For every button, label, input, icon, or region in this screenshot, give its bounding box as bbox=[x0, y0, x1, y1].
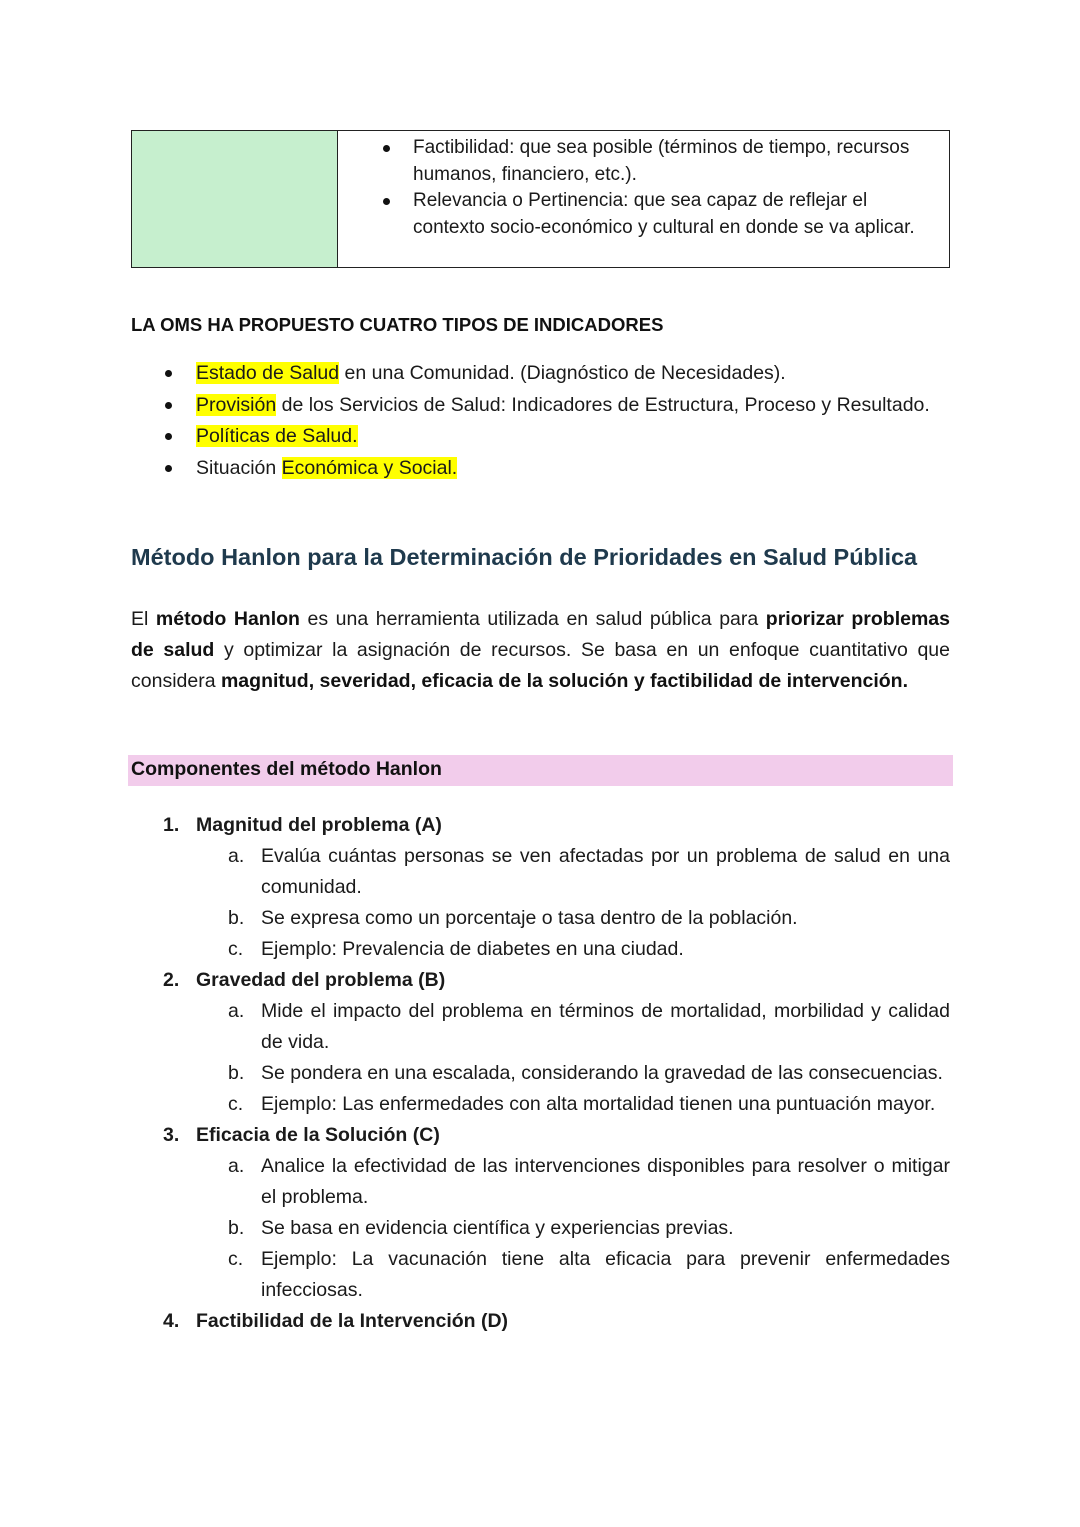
components-heading: Componentes del método Hanlon bbox=[128, 755, 953, 786]
component-detail: b. Se pondera en una escalada, considerando la gravedad de las consecuencias. bbox=[228, 1062, 943, 1084]
component-number: 3. bbox=[163, 1124, 180, 1146]
component-detail: b. Se basa en evidencia científica y experiencias previas. bbox=[228, 1217, 734, 1239]
component-number: 4. bbox=[163, 1310, 180, 1332]
component-item bbox=[131, 810, 950, 965]
criteria-table bbox=[131, 130, 950, 268]
component-title: Eficacia de la Solución (C) bbox=[196, 1124, 440, 1146]
criteria-list bbox=[338, 135, 919, 241]
components-list bbox=[131, 810, 950, 1337]
component-item bbox=[131, 1306, 950, 1337]
component-title: Magnitud del problema (A) bbox=[196, 814, 442, 836]
component-title: Factibilidad de la Intervención (D) bbox=[196, 1310, 509, 1332]
component-detail: a. Mide el impacto del problema en términos de mortalidad, morbilidad y calidad de vida. bbox=[228, 1000, 950, 1053]
component-title: Gravedad del problema (B) bbox=[196, 969, 446, 991]
component-detail: c. Ejemplo: Prevalencia de diabetes en una ciudad. bbox=[228, 938, 684, 960]
criteria-table-right-cell bbox=[338, 131, 949, 267]
criteria-item: Factibilidad: que sea posible (términos de tiempo, recursos humanos, financiero, etc.). bbox=[338, 135, 919, 188]
highlighted-text: Estado de Salud bbox=[196, 362, 340, 384]
criteria-item: Relevancia o Pertinencia: que sea capaz de reflejar el contexto socio-económico y cultural en donde se va aplicar. bbox=[338, 188, 919, 241]
oms-indicator-item: Situación Económica y Social. bbox=[131, 453, 950, 485]
highlighted-text: Económica y Social. bbox=[281, 456, 458, 479]
component-number: 2. bbox=[163, 969, 180, 991]
component-number: 1. bbox=[163, 814, 180, 836]
highlighted-text: Políticas de Salud. bbox=[196, 425, 358, 447]
component-detail: c. Ejemplo: Las enfermedades con alta mortalidad tienen una puntuación mayor. bbox=[228, 1093, 936, 1115]
component-detail: a. Evalúa cuántas personas se ven afectadas por un problema de salud en una comunidad. bbox=[228, 845, 950, 898]
oms-heading: LA OMS HA PROPUESTO CUATRO TIPOS DE INDICADORES bbox=[131, 314, 664, 335]
section-title: Método Hanlon para la Determinación de Prioridades en Salud Pública bbox=[131, 544, 918, 570]
component-item bbox=[131, 1120, 950, 1306]
intro-paragraph: El método Hanlon es una herramienta utilizada en salud pública para priorizar problemas de salud y optimizar la asignación de recursos. Se basa en un enfoque cuantitativo que considera magnitud, severidad, eficacia de la solución y factibilidad de intervención. bbox=[131, 608, 950, 692]
oms-indicator-item: Estado de Salud en una Comunidad. (Diagnóstico de Necesidades). bbox=[131, 358, 950, 390]
oms-indicator-list bbox=[131, 358, 950, 484]
criteria-table-left-cell bbox=[132, 131, 338, 267]
highlighted-text: Provisión bbox=[196, 393, 277, 416]
component-detail: b. Se expresa como un porcentaje o tasa dentro de la población. bbox=[228, 907, 798, 929]
component-item bbox=[131, 965, 950, 1120]
oms-indicator-item bbox=[131, 421, 950, 453]
component-detail: c. Ejemplo: La vacunación tiene alta eficacia para prevenir enfermedades infecciosas. bbox=[228, 1248, 950, 1301]
component-detail: a. Analice la efectividad de las intervenciones disponibles para resolver o mitigar el problema. bbox=[228, 1155, 950, 1208]
oms-indicator-item: Provisión de los Servicios de Salud: Indicadores de Estructura, Proceso y Resultado. bbox=[131, 390, 950, 422]
